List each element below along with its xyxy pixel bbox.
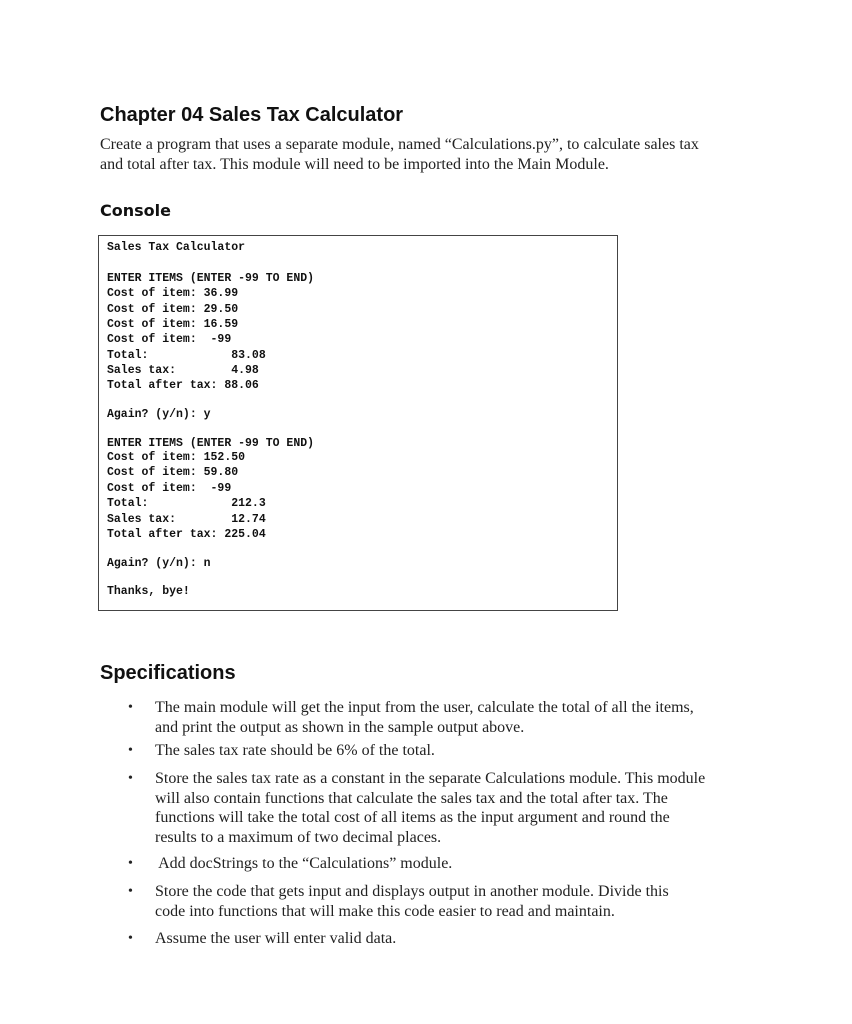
console-line: Again? (y/n): n xyxy=(107,557,211,570)
console-line: Cost of item: 152.50 xyxy=(107,451,246,464)
bullet-icon: • xyxy=(128,771,133,786)
list-item-text xyxy=(155,882,740,921)
console-line: Cost of item: -99 xyxy=(107,333,232,346)
list-item-text xyxy=(155,769,740,847)
console-line: Thanks, bye! xyxy=(107,585,190,598)
list-item-text xyxy=(155,854,740,874)
list-item-line: Store the sales tax rate as a constant in the separate Calculations module. This module xyxy=(155,770,706,787)
list-item-line: and print the output as shown in the sample output above. xyxy=(155,718,525,736)
console-line: Cost of item: 29.50 xyxy=(107,303,239,316)
intro-paragraph xyxy=(100,135,750,175)
list-item-line: results to a maximum of two decimal places. xyxy=(155,828,442,846)
console-line: ENTER ITEMS (ENTER -99 TO END) xyxy=(107,272,315,285)
console-line: ENTER ITEMS (ENTER -99 TO END) xyxy=(107,437,315,450)
list-item-line: functions will take the total cost of all items as the input argument and round the xyxy=(155,809,670,826)
console-line: Again? (y/n): y xyxy=(107,408,211,421)
console-line: Total after tax: 88.06 xyxy=(107,379,259,392)
bullet-icon: • xyxy=(128,884,133,899)
list-item-line: will also contain functions that calculate the sales tax and the total after tax. The xyxy=(155,789,668,807)
console-line: Cost of item: 16.59 xyxy=(107,318,239,331)
bullet-icon: • xyxy=(128,931,133,946)
console-line: Sales tax: 12.74 xyxy=(107,513,266,526)
console-line: Cost of item: 36.99 xyxy=(107,287,239,300)
specifications-heading: Specifications xyxy=(100,662,236,684)
list-item-line: Store the code that gets input and displays output in another module. Divide this xyxy=(155,883,669,900)
list-item-text xyxy=(155,698,740,737)
console-line: Total after tax: 225.04 xyxy=(107,528,266,541)
console-line: Cost of item: -99 xyxy=(107,482,232,495)
list-item-line: Add docStrings to the “Calculations” module. xyxy=(155,855,453,872)
bullet-icon: • xyxy=(128,856,133,871)
console-heading: Console xyxy=(100,201,171,220)
list-item-line: The sales tax rate should be 6% of the total. xyxy=(155,742,435,759)
bullet-icon: • xyxy=(128,700,133,715)
list-item-text xyxy=(155,741,740,761)
list-item-line: code into functions that will make this code easier to read and maintain. xyxy=(155,902,615,920)
intro-line: Create a program that uses a separate module, named “Calculations.py”, to calculate sales tax xyxy=(100,136,699,153)
console-output-box xyxy=(98,235,618,611)
console-line: Sales tax: 4.98 xyxy=(107,364,259,377)
list-item-line: Assume the user will enter valid data. xyxy=(155,930,397,947)
list-item-line: The main module will get the input from the user, calculate the total of all the items, xyxy=(155,699,694,716)
bullet-icon: • xyxy=(128,743,133,758)
console-line: Total: 83.08 xyxy=(107,349,266,362)
console-line: Cost of item: 59.80 xyxy=(107,466,239,479)
console-line: Sales Tax Calculator xyxy=(107,241,246,254)
intro-line: and total after tax. This module will need to be imported into the Main Module. xyxy=(100,156,609,173)
page-title: Chapter 04 Sales Tax Calculator xyxy=(100,104,404,126)
console-line: Total: 212.3 xyxy=(107,497,266,510)
list-item-text xyxy=(155,929,740,949)
